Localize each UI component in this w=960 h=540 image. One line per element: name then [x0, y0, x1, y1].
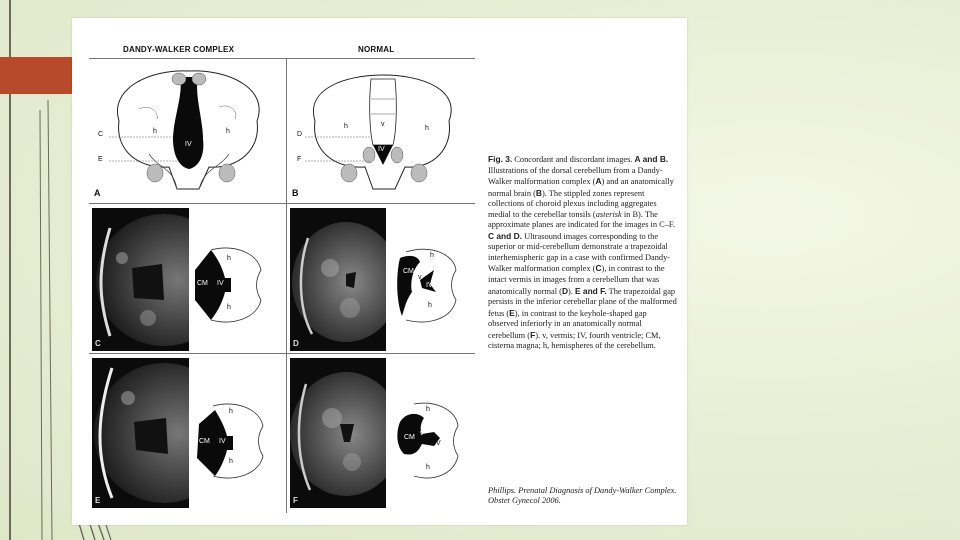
plane-label-f: F [297, 156, 302, 163]
figure-credit: Phillips. Prenatal Diagnosis of Dandy-Walker Complex. Obstet Gynecol 2006. [488, 486, 677, 505]
panel-b-illustration [287, 59, 477, 202]
label-v-d: v [418, 274, 422, 281]
panel-f-schematic [390, 396, 476, 486]
figure-caption [488, 154, 678, 352]
label-h-e-top: h [229, 408, 233, 415]
panel-letter-e: E [95, 496, 101, 505]
label-h-f-top: h [426, 406, 430, 413]
label-iv-e: IV [219, 438, 226, 445]
caption-a: A [595, 176, 602, 187]
panel-letter-c: C [95, 339, 101, 348]
caption-t9: ), in contrast to the keyhole-shaped gap observed inferiorly in an anatomically normal cerebellum ( [488, 308, 647, 340]
label-h-b-right: h [425, 125, 429, 132]
plane-label-e: E [98, 156, 103, 163]
label-h-b-left: h [344, 123, 348, 130]
caption-fig-label: Fig. 3. [488, 154, 513, 164]
caption-t4: in B). The approximate planes are indicated for the images in C–F. [488, 209, 676, 230]
label-h-left: h [153, 128, 157, 135]
caption-cd: C and D. [488, 230, 522, 241]
label-cm-f: CM [404, 434, 415, 441]
label-cm-c: CM [197, 280, 208, 287]
panel-d-ultrasound [290, 208, 386, 351]
caption-c: C [595, 263, 602, 274]
title-dandy-walker: DANDY-WALKER COMPLEX [123, 45, 235, 54]
caption-t1: Illustrations of the dorsal cerebellum from a Dandy-Walker malformation complex ( [488, 165, 663, 187]
panel-letter-b: B [292, 188, 299, 198]
panel-e-ultrasound-image [92, 358, 189, 508]
caption-f: F [530, 329, 536, 340]
panel-e-schematic [193, 396, 281, 486]
panel-f-ultrasound-image [290, 358, 386, 508]
panel-f-ultrasound [290, 358, 386, 508]
label-cm-e: CM [199, 438, 210, 445]
panel-c-schematic [193, 240, 281, 330]
panel-c-ultrasound [92, 208, 189, 351]
panel-c-ultrasound-image [92, 208, 189, 351]
caption-t2: ) and an anatomically normal brain ( [488, 177, 674, 198]
label-iv-a: IV [185, 141, 192, 148]
label-h-f-bottom: h [426, 464, 430, 471]
caption-d: D [561, 285, 569, 296]
caption-t8: The trapezoidal gap persists in the inferior cerebellar plane of the malformed fetus ( [488, 286, 677, 318]
caption-t10: ). v, vermis; IV, fourth ventricle; CM, cisterna magna; h, hemispheres of the cerebellum. [488, 330, 661, 351]
caption-ef: E and F. [575, 285, 607, 296]
panel-d-schematic [390, 240, 476, 330]
panel-letter-f: F [293, 496, 298, 505]
caption-t3: ). The stippled zones represent collections of choroid plexus including aggregates medial to the cerebellar tonsils ( [488, 188, 657, 219]
title-normal: NORMAL [358, 45, 395, 54]
caption-asterisk: asterisk [595, 209, 622, 219]
panel-a-drawing [89, 59, 286, 202]
label-v-f: v [420, 430, 424, 437]
label-h-e-bottom: h [229, 458, 233, 465]
caption-b: B [535, 187, 542, 198]
label-iv-d: IV [426, 282, 433, 289]
label-h-right: h [226, 128, 230, 135]
label-h-d-top: h [430, 252, 434, 259]
caption-ab: A and B. [634, 154, 669, 164]
plane-label-c: C [98, 131, 104, 138]
caption-t6: ), in contrast to the intact vermis in images from a cerebellum that was anatomically normal ( [488, 264, 665, 296]
plane-label-d: D [297, 131, 303, 138]
label-h-c-top: h [227, 255, 231, 262]
caption-e: E [509, 307, 515, 318]
label-iv-f: IV [434, 440, 441, 447]
caption-intro: Concordant and discordant images. [512, 155, 635, 164]
grid-row-line-2 [89, 353, 475, 354]
panel-a-illustration [89, 59, 286, 202]
caption-t7: ). [568, 286, 575, 296]
label-h-d-bottom: h [428, 302, 432, 309]
label-v-b: v [381, 121, 385, 128]
panel-letter-d: D [293, 339, 299, 348]
label-iv-c: IV [217, 280, 224, 287]
panel-letter-a: A [94, 188, 101, 198]
figure-page [72, 18, 687, 525]
panel-e-ultrasound [92, 358, 189, 508]
panel-d-ultrasound-image [290, 208, 386, 351]
label-cm-d: CM [403, 268, 414, 275]
panel-f-schematic-drawing [390, 396, 476, 486]
grid-row-line-1 [89, 203, 475, 204]
label-iv-b: IV [378, 146, 385, 153]
label-h-c-bottom: h [227, 304, 231, 311]
caption-t5: Ultrasound images corresponding to the superior or mid-cerebellum demonstrate a trapezoidal interhemispheric gap in a case with confirmed Dandy-Walker malformation complex ( [488, 231, 671, 274]
panel-b-drawing [287, 59, 477, 202]
